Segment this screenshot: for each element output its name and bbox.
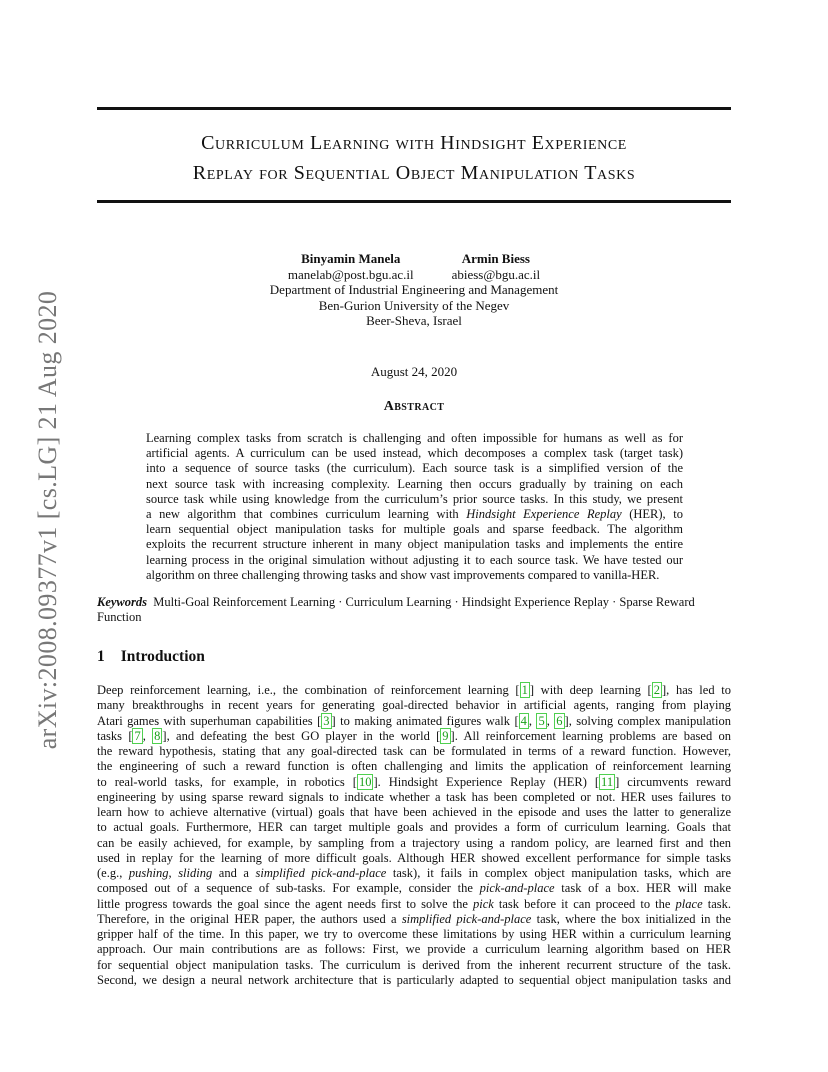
intro-text: little progress towards the goal since the agent needs first to solve the [97, 896, 473, 911]
citation-link[interactable]: 2 [653, 683, 660, 697]
intro-text: Deep reinforcement learning, i.e., the combination of reinforcement learning [97, 683, 516, 697]
intro-line: gripper half of the time. In this paper, we try to overcome these limitations by using HER within a curriculum learning [97, 927, 731, 941]
intro-text: with deep learning [533, 683, 648, 697]
affiliation-line-3: Beer-Sheva, Israel [366, 313, 462, 328]
intro-text: . Hindsight Experience Replay (HER) [377, 774, 595, 789]
abstract-text: (HER), to [621, 507, 683, 522]
intro-line: can be easily achieved, for example, by sampling from a trajectory using a random policy, are learned first and then [97, 835, 731, 850]
intro-emphasis: pushing [128, 866, 169, 880]
intro-line: engineering by using sparse reward signals to indicate whether a task has been completed or not. HER uses failures to [97, 789, 731, 804]
abstract-body [146, 431, 683, 583]
intro-text: to making animated figures walk [335, 713, 515, 728]
abstract-line: algorithm on three challenging throwing tasks and show vast improvements compared to vanilla-HER. [146, 567, 660, 582]
intro-emphasis: simplified pick-and-place [255, 866, 387, 880]
intro-text: , [546, 713, 555, 728]
intro-text: , [142, 728, 153, 743]
intro-text: , [168, 866, 179, 880]
citation-link[interactable]: 11 [601, 774, 614, 789]
intro-text: task), it fails in complex object manipulation tasks, which are [386, 866, 731, 880]
intro-line [97, 897, 731, 912]
author-block [97, 251, 731, 329]
abstract-emphasis: Hindsight Experience Replay [466, 507, 622, 522]
abstract-line: source task while using knowledge from the curriculum’s prior source tasks. In this study, we present [146, 491, 683, 506]
citation-link[interactable]: 5 [538, 713, 545, 728]
affiliation [97, 282, 731, 329]
author-name: Binyamin Manela [301, 251, 401, 266]
author-1 [288, 251, 414, 282]
intro-line: used in replay for the learning of more difficult goals. Although HER showed excellent performance for simple tasks [97, 850, 731, 865]
section-number: 1 [97, 648, 105, 665]
intro-line [97, 881, 731, 896]
citation-link[interactable]: 4 [520, 713, 527, 728]
keywords [97, 595, 731, 625]
author-list [97, 251, 731, 282]
intro-line [97, 912, 731, 927]
intro-text: composed out of a sequence of sub-tasks. For example, consider the [97, 881, 480, 896]
intro-text: and a [212, 866, 256, 880]
citation-link[interactable]: 6 [556, 713, 563, 728]
intro-emphasis: pick [472, 896, 494, 911]
intro-text: , and defeating the best GO player in the world [166, 728, 437, 743]
author-email: manelab@post.bgu.ac.il [287, 266, 414, 282]
abstract-line: artificial agents. A curriculum can be used instead, which decomposes a complex task (target task) [146, 446, 683, 461]
intro-text: , [528, 713, 537, 728]
author-name: Armin Biess [461, 251, 530, 266]
abstract-line: into a sequence of source tasks (the curriculum). Each source task is a simplified version of the [146, 461, 683, 476]
affiliation-line-1: Department of Industrial Engineering and Management [269, 282, 559, 297]
intro-emphasis: sliding [178, 866, 213, 880]
intro-text: (e.g., [97, 866, 129, 880]
abstract-line [146, 507, 683, 522]
affiliation-line-2: Ben-Gurion University of the Negev [318, 297, 510, 313]
intro-line: to real-world tasks, for example, in robotics [ 10 ]. Hindsight Experience Replay (HER) [ 11 ] circumvents reward [97, 774, 731, 789]
intro-text: , solving complex manipulation [568, 713, 731, 728]
intro-text: task before it can proceed to the [493, 896, 676, 911]
section-title: Introduction [120, 648, 205, 665]
intro-text: . All reinforcement learning problems are based on [454, 728, 732, 743]
intro-emphasis: simplified pick-and-place [401, 911, 532, 926]
keywords-label: Keywords [97, 595, 147, 609]
intro-text: task, where the box initialized in the [531, 911, 731, 926]
citation-link[interactable]: 9 [442, 728, 449, 743]
abstract-heading: Abstract [383, 399, 445, 414]
citation-link[interactable]: 3 [323, 713, 330, 728]
abstract-line: Learning complex tasks from scratch is challenging and often impossible for humans as well as for [146, 431, 683, 445]
intro-line: tasks [ 7 , 8 ], and defeating the best GO player in the world [ 9 ]. All reinforcement learning problems are based on [97, 728, 732, 743]
abstract-line: learn sequential object manipulation tasks for multiple goals and sparse feedback. The algorithm [146, 522, 683, 537]
intro-text: tasks [97, 728, 129, 743]
intro-line: for sequential object manipulation tasks. The curriculum is derived from the inherent recurrent structure of the task. [97, 957, 731, 972]
title-rule-top [97, 107, 731, 110]
intro-line: the reward hypothesis, stating that any goal-directed task can be formulated in terms of a reward function. However, [97, 744, 731, 758]
intro-text: to real-world tasks, for example, in robotics [97, 774, 353, 789]
section-heading [97, 648, 205, 666]
intro-emphasis: pick-and-place [479, 881, 555, 896]
keywords-text: Multi-Goal Reinforcement Learning · Curriculum Learning · Hindsight Experience Replay · Sparse Reward [153, 595, 695, 609]
abstract-line: learning process in the original simulation without adjusting it to each source task. We have tested our [146, 552, 683, 567]
intro-text: task. [702, 896, 731, 911]
keywords-line: Function [97, 610, 142, 625]
intro-text: circumvents reward [619, 774, 731, 789]
intro-line: many breakthroughs in recent years for generating goal-directed behavior in artificial agents, ranging from playing [97, 698, 731, 713]
abstract-line: next source task with increasing complexity. Learning then occurs gradually by training on each [146, 476, 683, 491]
abstract-line: exploits the recurrent structure inherent in many object manipulation tasks and implements the entire [146, 537, 683, 552]
title-rule-bottom [97, 200, 731, 203]
paper-title [97, 128, 731, 188]
intro-line: learn how to achieve alternative (virtual) goals that have been achieved in the episode and uses the latter to generalize [97, 805, 731, 819]
intro-line: the engineering of such a reward function is often challenging and limits the application of reinforcement learning [97, 759, 731, 774]
keywords-line [97, 595, 731, 610]
intro-line: to actual goals. Furthermore, HER can target multiple goals and provides a form of curriculum learning. Goals that [97, 820, 731, 835]
citation-link[interactable]: 10 [358, 774, 372, 789]
intro-line: Atari games with superhuman capabilities [ 3 ] to making animated figures walk [ 4 , 5 , 6 ], solving complex manipulation [97, 713, 731, 728]
citation-link[interactable]: 1 [521, 683, 528, 697]
intro-line: Second, we design a neural network architecture that is particularly adapted to sequential object manipulation tasks and [97, 972, 731, 987]
author-email: abiess@bgu.ac.il [451, 266, 541, 282]
paper-date: August 24, 2020 [370, 364, 458, 379]
intro-emphasis: place [675, 896, 703, 911]
intro-text: , has led to [666, 683, 731, 697]
citation-link[interactable]: 7 [134, 728, 141, 743]
introduction-body [97, 683, 731, 988]
intro-text: Atari games with superhuman capabilities [97, 713, 318, 728]
intro-line: approach. Our main contributions are as follows: First, we provide a curriculum learning algorithm based on HER [97, 942, 731, 957]
arxiv-identifier: arXiv:2008.09377v1 [cs.LG] 21 Aug 2020 [33, 290, 62, 750]
intro-text: Therefore, in the original HER paper, the authors used a [97, 911, 402, 926]
author-2 [452, 251, 541, 282]
intro-line: Deep reinforcement learning, i.e., the combination of reinforcement learning [ 1 ] with deep learning [ 2 ], has led to [97, 683, 731, 697]
title-line-2: Replay for Sequential Object Manipulation Tasks [192, 162, 636, 184]
title-line-1: Curriculum Learning with Hindsight Experience [201, 132, 627, 154]
intro-text: task of a box. HER will make [554, 881, 731, 896]
citation-link[interactable]: 8 [154, 728, 161, 743]
intro-line [97, 866, 731, 881]
abstract-text: a new algorithm that combines curriculum learning with [146, 507, 467, 522]
